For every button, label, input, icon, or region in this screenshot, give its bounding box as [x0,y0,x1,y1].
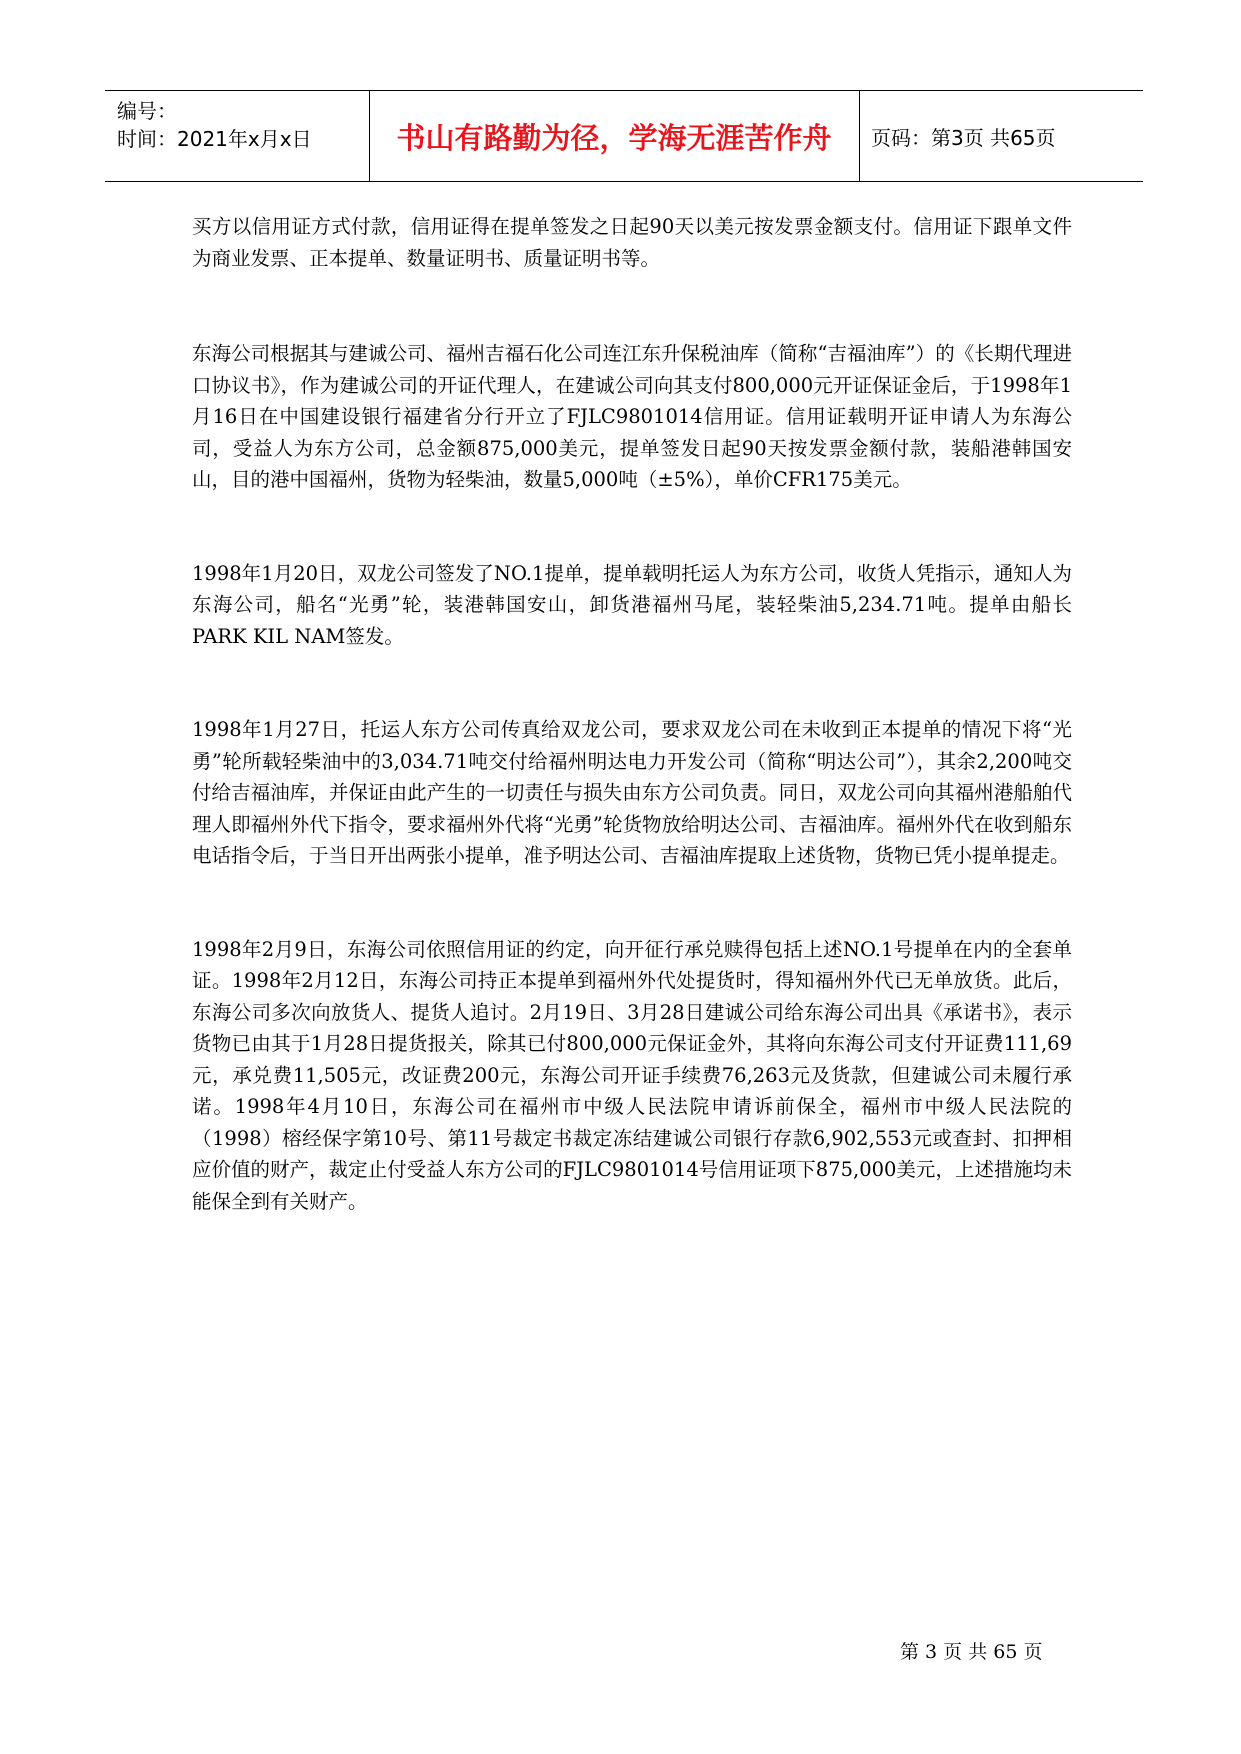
paragraph-gap [192,652,1072,714]
paragraph-gap [192,872,1072,934]
paragraph-gap [192,274,1072,338]
paragraph-gap [192,496,1072,558]
document-number-label: 编号： [117,99,177,123]
paragraph-bill-of-lading: 1998年1月20日，双龙公司签发了NO.1提单，提单载明托运人为东方公司，收货人凭指示，通知人为东海公司，船名“光勇”轮，装港韩国安山，卸货港福州马尾，装轻柴油5,234.71吨。提单由船长PARK KIL NAM签发。 [192,561,1072,648]
paragraph-letter-of-credit: 东海公司根据其与建诚公司、福州吉福石化公司连江东升保税油库（简称“吉福油库”）的《长期代理进口协议书》，作为建诚公司的开证代理人，在建诚公司向其支付800,000元开证保证金后，于1998年1月16日在中国建设银行福建省分行开立了FJLC9801014信用证。信用证载明开证申请人为东海公司，受益人为东方公司，总金额875,000美元，提单签发日起90天按发票金额付款，装船港韩国安山，目的港中国福州，货物为轻柴油，数量5,000吨（±5%），单价CFR175美元。 [192,342,1072,491]
footer-page-number: 第 3 页 共 65 页 [900,1641,1043,1663]
header-meta [117,97,312,153]
header-motto: 书山有路勤为径，学海无涯苦作舟 [396,120,832,155]
paragraph-payment-terms: 买方以信用证方式付款，信用证得在提单签发之日起90天以美元按发票金额支付。信用证下跟单文件为商业发票、正本提单、数量证明书、质量证明书等。 [192,215,1072,270]
paragraph-claim-and-preservation: 1998年2月9日，东海公司依照信用证的约定，向开征行承兑赎得包括上述NO.1号提单在内的全套单证。1998年2月12日，东海公司持正本提单到福州外代处提货时，得知福州外代已无单放货。此后，东海公司多次向放货人、提货人追讨。2月19日、3月28日建诚公司给东海公司出具《承诺书》，表示货物已由其于1月28日提货报关，除其已付800,000元保证金外，其将向东海公司支付开证费111,69元，承兑费11,505元，改证费200元，东海公司开证手续费76,263元及货款，但建诚公司未履行承诺。1998年4月10日，东海公司在福州市中级人民法院申请诉前保全，福州市中级人民法院的（1998）榕经保字第10号、第11号裁定书裁定冻结建诚公司银行存款6,902,553元或查封、扣押相应价值的财产，裁定止付受益人东方公司的FJLC9801014号信用证项下875,000美元，上述措施均未能保全到有关财产。 [192,937,1072,1213]
document-time-label: 时间：2021年x月x日 [117,127,312,151]
document-body [192,211,1072,1217]
header-page-number: 页码：第3页 共65页 [871,125,1056,150]
paragraph-delivery-instruction: 1998年1月27日，托运人东方公司传真给双龙公司，要求双龙公司在未收到正本提单的情况下将“光勇”轮所载轻柴油中的3,034.71吨交付给福州明达电力开发公司（简称“明达公司”），其余2,200吨交付给吉福油库，并保证由此产生的一切责任与损失由东方公司负责。同日，双龙公司向其福州港船舶代理人即福州外代下指令，要求福州外代将“光勇”轮货物放给明达公司、吉福油库。福州外代在收到船东电话指令后，于当日开出两张小提单，准予明达公司、吉福油库提取上述货物，货物已凭小提单提走。 [192,718,1072,867]
page-header [105,90,1143,182]
header-divider-right [859,91,860,181]
